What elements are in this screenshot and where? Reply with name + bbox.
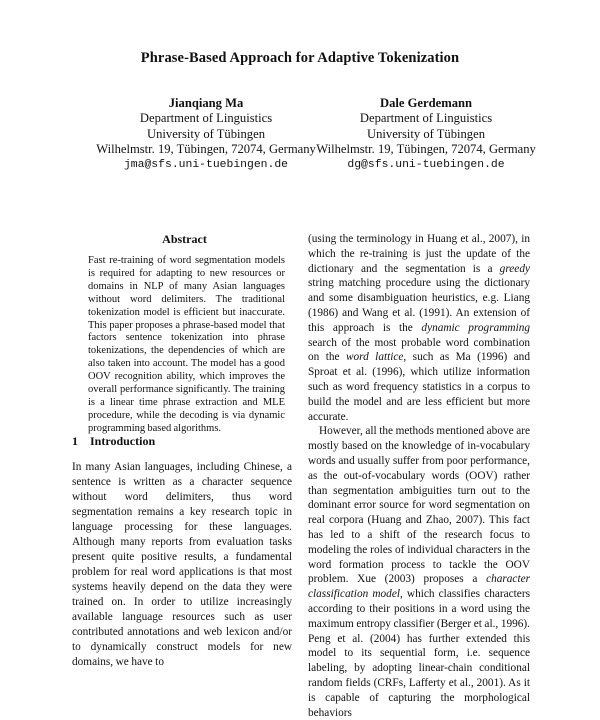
author-block-2	[290, 96, 562, 173]
author-department: Department of Linguistics	[359, 111, 493, 126]
paragraph: However, all the methods mentioned above are mostly based on the knowledge of in-vocabulary words and usually suffer from poor performance, as the out-of-vocabulary words (OOV) rather than segmentation ambiguities turn out to the dominant error source for word segmentation on real corpora (Huang and Zhao, 2007). This fact has led to a shift of the research focus to modeling the roles of individual characters in the word formation process to tackle the OOV problem. Xue (2003) proposes a character classification model, which classifies characters according to their positions in a word using the maximum entropy classifier (Berger et al., 1996). Peng et al. (2004) has further extended this model to its sequential form, i.e. sequence labeling, by adopting linear-chain conditional random fields (CRFs, Lafferty et al., 2001). As it is capable of capturing the morphological behaviors	[308, 425, 530, 719]
author-name: Jianqiang Ma	[168, 96, 244, 110]
paragraph: In many Asian languages, including Chinese, a sentence is written as a character sequence without word delimiters, thus word segmentation remains a key research topic in language processing for these languages. Although many reports from evaluation tasks present quite positive results, a fundamental problem for real word applications is that most systems heavily depend on the data they were trained on. In order to utilize increasingly available language resources such as user contributed annotations and web lexicon and/or to dynamically construct models for new domains, we have to	[72, 461, 292, 668]
author-university: University of Tübingen	[367, 126, 485, 141]
author-email: dg@sfs.uni-tuebingen.de	[347, 158, 505, 171]
abstract-text: Fast re-training of word segmentation models is required for adapting to new resources or domains in NLP of many Asian languages without word delimiters. The traditional tokenization model is efficient but inaccurate. This paper proposes a phrase-based model that factors sentence tokenization into phrase tokenizations, the dependencies of which are also taken into account. The model has a good OOV recognition ability, which improves the overall performance significantly. The training is a linear time phrase extraction and MLE procedure, while the decoding is via dynamic programming based algorithms.	[88, 255, 285, 434]
author-address: Wilhelmstr. 19, Tübingen, 72074, Germany	[96, 142, 316, 157]
abstract-heading: Abstract	[162, 232, 207, 246]
paragraph: (using the terminology in Huang et al., 2007), in which the re-training is just the update of the dictionary and the segmentation is a greedy string matching procedure using the dictionary and some disambiguation heuristics, e.g. Liang (1986) and Wang et al. (1991). An extension of this approach is the dynamic programming search of the most probable word combination on the word lattice, such as Ma (1996) and Sproat et al. (1996), which utilize information such as word frequency statistics in a corpus to build the model and are less efficient but more accurate.	[308, 233, 531, 423]
section-number: 1	[72, 434, 78, 448]
author-name: Dale Gerdemann	[380, 96, 472, 110]
paper-title: Phrase-Based Approach for Adaptive Tokenization	[140, 50, 460, 66]
author-university: University of Tübingen	[147, 126, 265, 141]
right-column-text	[308, 232, 530, 720]
author-address: Wilhelmstr. 19, Tübingen, 72074, Germany	[316, 142, 536, 157]
introduction-text	[72, 460, 292, 670]
author-email: jma@sfs.uni-tuebingen.de	[123, 158, 289, 171]
section-heading	[72, 434, 155, 449]
section-title: Introduction	[90, 434, 156, 448]
author-department: Department of Linguistics	[139, 111, 273, 126]
